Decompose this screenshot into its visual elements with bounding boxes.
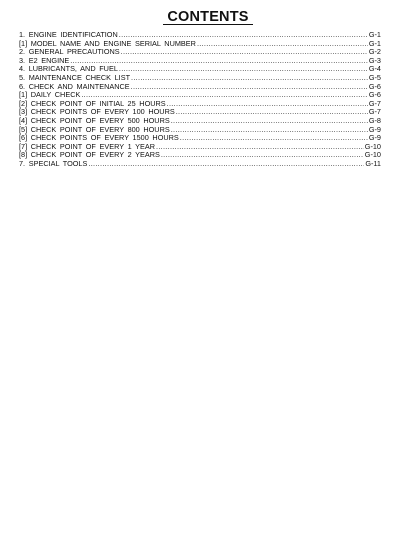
toc-entry-label: [6] CHECK POINTS OF EVERY 1500 HOURS [19, 133, 179, 143]
toc-dot-leader [121, 48, 368, 57]
toc-dot-leader [171, 126, 368, 135]
toc-dot-leader [156, 143, 364, 152]
toc-entry-label: 5. MAINTENANCE CHECK LIST [19, 72, 131, 82]
toc-dot-leader [171, 117, 368, 126]
toc-dot-leader [88, 160, 364, 169]
toc-entry-page: G-5 [368, 72, 381, 82]
toc-entry-page: G-7 [368, 107, 381, 117]
toc-entry-page: G-1 [368, 38, 381, 48]
toc-entry-page: G-1 [368, 30, 381, 39]
toc-entry-page: G-11 [365, 158, 381, 168]
toc-entry-page: G-4 [368, 64, 381, 74]
toc-entry-label: 1. ENGINE IDENTIFICATION [19, 30, 118, 39]
toc-dot-leader [180, 134, 368, 143]
table-of-contents [19, 31, 381, 169]
toc-dot-leader [167, 100, 368, 109]
toc-entry-label: [2] CHECK POINT OF INITIAL 25 HOURS [19, 98, 166, 108]
toc-entry-page: G-3 [368, 55, 381, 65]
toc-entry-label: 4. LUBRICANTS, AND FUEL [19, 64, 118, 74]
toc-entry-label: [1] MODEL NAME AND ENGINE SERIAL NUMBER [19, 38, 196, 48]
toc-dot-leader [131, 83, 368, 92]
toc-entry-label: 6. CHECK AND MAINTENANCE [19, 81, 130, 91]
toc-entry-page: G-9 [368, 124, 381, 134]
toc-entry-page: G-10 [364, 150, 381, 160]
toc-entry-label: [1] DAILY CHECK [19, 90, 81, 100]
page-title [0, 9, 416, 25]
toc-entry-page: G-6 [368, 81, 381, 91]
toc-dot-leader [119, 65, 368, 74]
toc-dot-leader [161, 151, 364, 160]
toc-entry [19, 160, 381, 169]
toc-entry-label: [7] CHECK POINT OF EVERY 1 YEAR [19, 141, 155, 151]
toc-entry [19, 48, 381, 57]
toc-entry-label: [5] CHECK POINT OF EVERY 800 HOURS [19, 124, 170, 134]
toc-entry-label: [8] CHECK POINT OF EVERY 2 YEARS [19, 150, 160, 160]
toc-entry-page: G-7 [368, 98, 381, 108]
toc-entry-page: G-6 [368, 90, 381, 100]
toc-dot-leader [131, 74, 368, 83]
toc-entry-label: 2. GENERAL PRECAUTIONS [19, 47, 120, 57]
toc-entry-page: G-10 [364, 141, 381, 151]
page-title-text: CONTENTS [163, 10, 252, 25]
toc-entry-label: 3. E2 ENGINE [19, 55, 70, 65]
toc-entry-page: G-9 [368, 133, 381, 143]
toc-dot-leader [197, 40, 368, 49]
toc-dot-leader [176, 108, 368, 117]
toc-entry-page: G-2 [368, 47, 381, 57]
toc-entry-label: [3] CHECK POINTS OF EVERY 100 HOURS [19, 107, 175, 117]
toc-entry-label: [4] CHECK POINT OF EVERY 500 HOURS [19, 115, 170, 125]
toc-entry-label: 7. SPECIAL TOOLS [19, 158, 88, 168]
toc-entry-page: G-8 [368, 115, 381, 125]
